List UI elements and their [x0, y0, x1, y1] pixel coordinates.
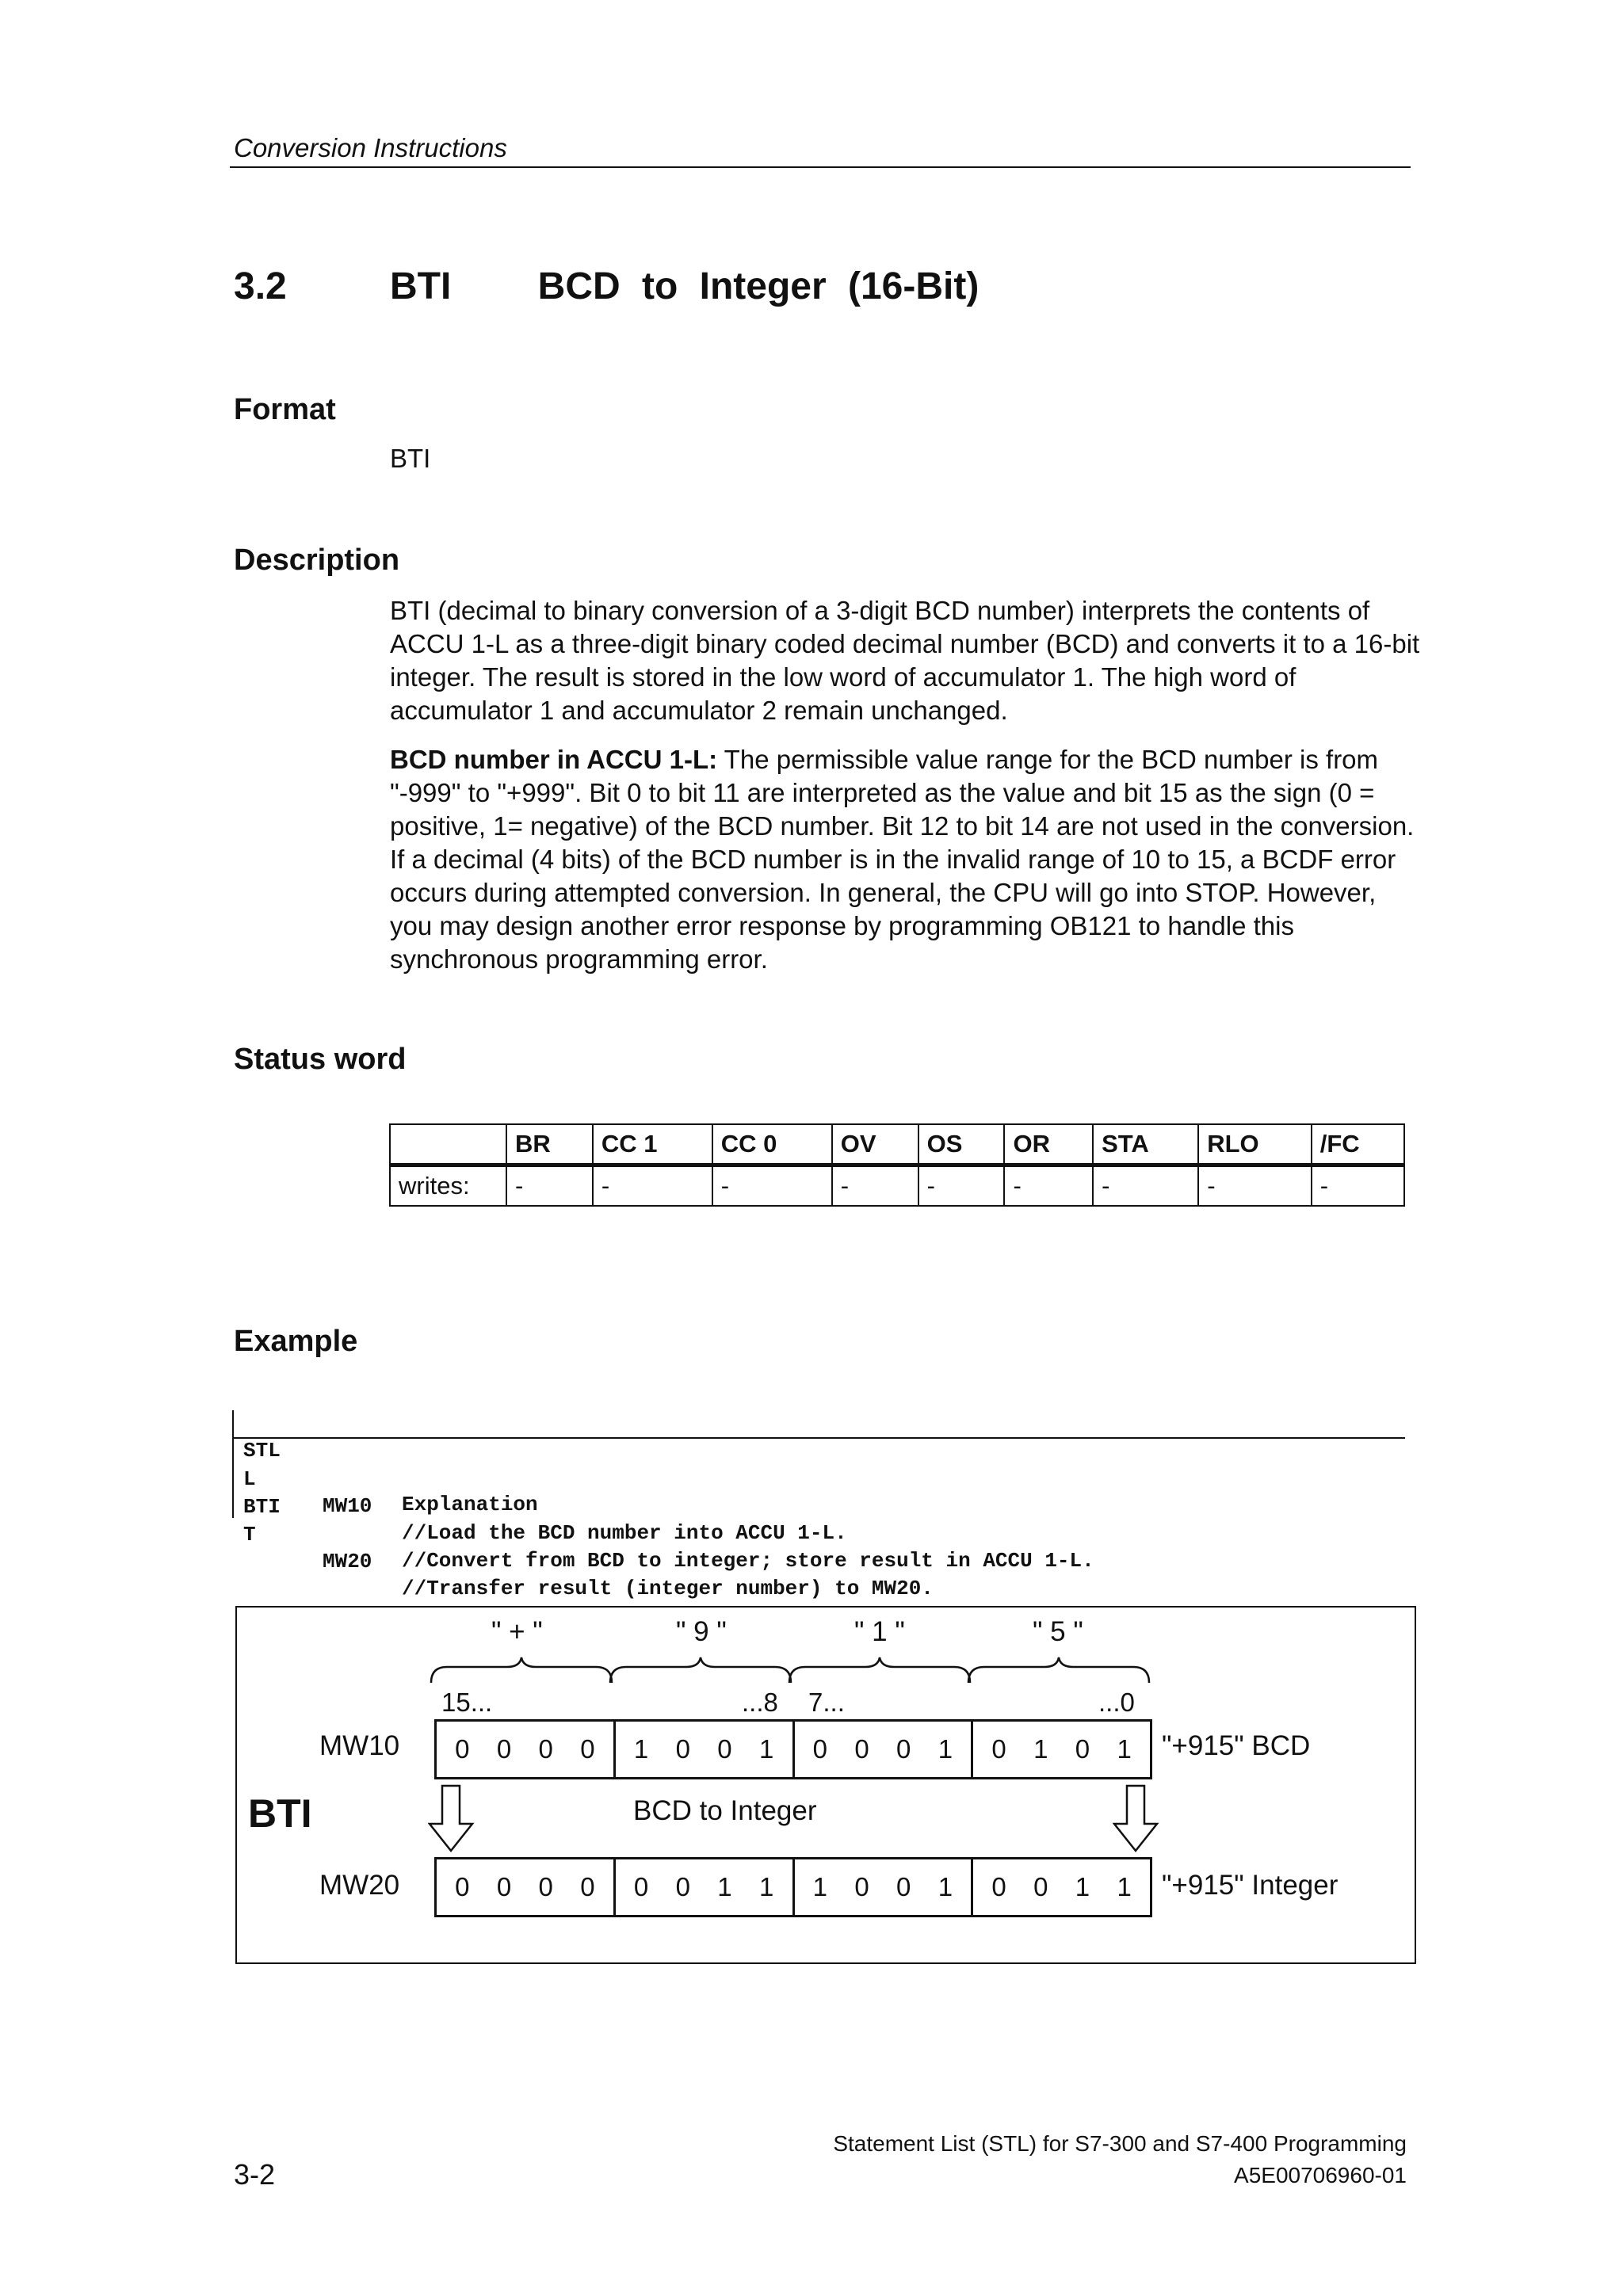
status-cell: writes:	[390, 1165, 506, 1207]
reg-in-name: MW10	[319, 1730, 400, 1761]
bit: 1	[758, 1734, 774, 1764]
status-word-header-row	[390, 1124, 1404, 1165]
reg-out-bits	[434, 1857, 1152, 1917]
bit: 0	[580, 1734, 595, 1764]
order-number: A5E00706960-01	[1234, 2163, 1407, 2187]
bit: 0	[496, 1734, 512, 1764]
nibble	[616, 1722, 795, 1777]
reg-in-value: "+915" BCD	[1162, 1730, 1311, 1761]
status-cell: -	[832, 1165, 918, 1207]
nibble	[973, 1722, 1150, 1777]
reg-out-name: MW20	[319, 1870, 400, 1901]
status-col-header: OS	[918, 1124, 1005, 1165]
brace-label-hundreds: " 9 "	[676, 1616, 727, 1647]
status-cell: -	[712, 1165, 832, 1207]
bit: 0	[675, 1734, 690, 1764]
bcd-range-label: BCD number in ACCU 1-L:	[390, 745, 718, 774]
status-col-header: STA	[1093, 1124, 1198, 1165]
bit: 0	[455, 1734, 470, 1764]
bit-label-0: ...0	[1098, 1688, 1135, 1717]
format-value: BTI	[390, 444, 431, 473]
format-heading: Format	[234, 393, 336, 426]
bit: 1	[1117, 1872, 1132, 1901]
status-cell: -	[506, 1165, 593, 1207]
description-text	[390, 594, 1420, 992]
status-col-header: OV	[832, 1124, 918, 1165]
status-word-writes-row	[390, 1165, 1404, 1207]
page-number: 3-2	[234, 2158, 276, 2191]
bit-label-15: 15...	[441, 1688, 493, 1717]
code-operand: MW10	[323, 1494, 372, 1518]
bit: 1	[812, 1872, 828, 1901]
status-col-header: BR	[506, 1124, 593, 1165]
status-col-header: CC 1	[593, 1124, 712, 1165]
bit: 0	[854, 1734, 869, 1764]
bit: 0	[991, 1872, 1006, 1901]
bit-label-7: 7...	[808, 1688, 845, 1717]
bit: 0	[812, 1734, 828, 1764]
reg-out-value: "+915" Integer	[1162, 1870, 1338, 1901]
brace-hundreds	[610, 1657, 791, 1683]
bit: 0	[717, 1734, 732, 1764]
conversion-label: BCD to Integer	[633, 1795, 817, 1826]
status-word-heading: Status word	[234, 1043, 407, 1076]
bit: 1	[717, 1872, 732, 1901]
status-col-header	[390, 1124, 506, 1165]
status-cell: -	[1093, 1165, 1198, 1207]
running-header: Conversion Instructions	[234, 133, 507, 162]
status-col-header: OR	[1004, 1124, 1093, 1165]
code-comment: //Convert from BCD to integer; store result in ACCU 1-L.	[402, 1549, 1094, 1573]
status-cell: -	[593, 1165, 712, 1207]
status-cell: -	[1004, 1165, 1093, 1207]
status-col-header: /FC	[1312, 1124, 1404, 1165]
code-comment: //Transfer result (integer number) to MW20.	[402, 1577, 934, 1600]
status-word-table	[389, 1123, 1405, 1207]
brace-label-tens: " 1 "	[854, 1616, 905, 1647]
bit: 1	[938, 1872, 953, 1901]
bit: 0	[538, 1734, 553, 1764]
section-number: 3.2	[234, 265, 287, 307]
bit: 1	[1117, 1734, 1132, 1764]
brace-label-sign: " + "	[491, 1616, 543, 1647]
manual-title: Statement List (STL) for S7-300 and S7-400 Programming	[833, 2131, 1407, 2156]
brace-ones	[968, 1657, 1149, 1683]
bcd-range-text: The permissible value range for the BCD number is from "-999" to "+999". Bit 0 to bit 11 are interpreted as the value and bit 15 as the sign (0 = positive, 1= negative) of the BCD number. Bit 12 to bit 14 are not used in the conversion. If a decimal (4 bits) of the BCD number is in the invalid range of 10 to 15, a BCDF error occurs during attempted conversion. In general, the CPU will go into STOP. However, you may design another error response by programming OB121 to handle this synchronous programming error.	[390, 745, 1415, 974]
code-header-stl: STL	[243, 1439, 281, 1463]
status-cell: -	[1312, 1165, 1404, 1207]
brace-tens	[789, 1657, 970, 1683]
bit: 0	[1075, 1734, 1090, 1764]
bit: 1	[1075, 1872, 1090, 1901]
status-col-header: CC 0	[712, 1124, 832, 1165]
down-arrow-icon	[1113, 1784, 1160, 1852]
brace-sign	[431, 1657, 612, 1683]
nibble	[616, 1859, 795, 1915]
code-header-rule	[232, 1437, 1405, 1439]
bit: 1	[633, 1734, 649, 1764]
bit: 0	[1033, 1872, 1048, 1901]
bit: 0	[896, 1872, 911, 1901]
code-header-explanation: Explanation	[402, 1493, 538, 1516]
code-comment: //Load the BCD number into ACCU 1-L.	[402, 1521, 847, 1545]
nibble	[437, 1859, 616, 1915]
down-arrow-icon	[428, 1784, 475, 1852]
code-instruction: BTI	[243, 1495, 281, 1519]
bit: 0	[991, 1734, 1006, 1764]
status-cell: -	[918, 1165, 1005, 1207]
code-instruction: T	[243, 1523, 256, 1547]
bit-label-8: ...8	[742, 1688, 778, 1717]
bit: 0	[854, 1872, 869, 1901]
operation-label: BTI	[248, 1791, 312, 1836]
bit: 1	[938, 1734, 953, 1764]
status-cell: -	[1198, 1165, 1311, 1207]
nibble	[795, 1722, 974, 1777]
nibble	[973, 1859, 1150, 1915]
header-rule	[230, 166, 1411, 168]
nibble	[437, 1722, 616, 1777]
description-heading: Description	[234, 543, 400, 577]
bit: 1	[758, 1872, 774, 1901]
example-heading: Example	[234, 1325, 358, 1358]
status-col-header: RLO	[1198, 1124, 1311, 1165]
nibble-braces	[428, 1656, 1159, 1688]
bit: 0	[675, 1872, 690, 1901]
bit: 0	[580, 1872, 595, 1901]
nibble	[795, 1859, 974, 1915]
bit: 0	[496, 1872, 512, 1901]
description-paragraph-1: BTI (decimal to binary conversion of a 3-digit BCD number) interprets the contents of ACCU 1-L as a three-digit binary coded decimal number (BCD) and converts it to a 16-bit integer. The result is stored in the low word of accumulator 1. The high word of accumulator 1 and accumulator 2 remain unchanged.	[390, 596, 1420, 725]
bit: 0	[896, 1734, 911, 1764]
reg-in-bits	[434, 1719, 1152, 1779]
bit: 0	[455, 1872, 470, 1901]
code-instruction: L	[243, 1467, 256, 1491]
section-title: BTI BCD to Integer (16-Bit)	[390, 265, 980, 307]
bit: 1	[1033, 1734, 1048, 1764]
bit: 0	[538, 1872, 553, 1901]
code-operand: MW20	[323, 1550, 372, 1573]
code-left-rule	[232, 1410, 234, 1518]
brace-label-ones: " 5 "	[1033, 1616, 1083, 1647]
bit: 0	[633, 1872, 649, 1901]
description-paragraph-2	[390, 743, 1420, 976]
